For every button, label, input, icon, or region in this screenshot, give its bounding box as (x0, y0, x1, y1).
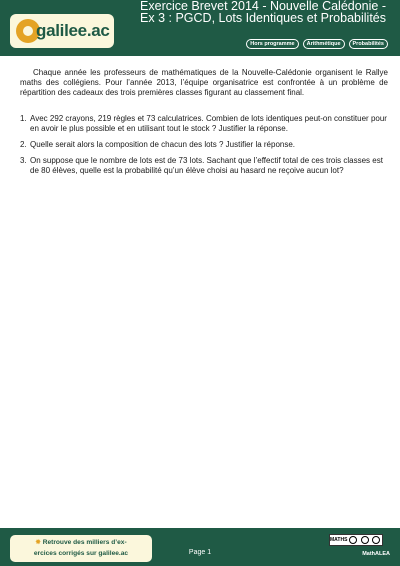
intro-paragraph: Chaque année les professeurs de mathématiques de la Nouvelle-Calédonie organisent le Rallye maths des collégiens. Pour l’année 2013, l’équipe organisatrice est confrontée à un problème de répartition des cadeaux des trois premières classes figurant au classement final. (20, 68, 388, 98)
question-text: Avec 292 crayons, 219 règles et 73 calculatrices. Combien de lots identiques peut-on constituer pour en avoir le plus possible et en utilisant tout le stock ? Justifier la réponse. (30, 113, 387, 133)
question-item (20, 114, 388, 134)
footer-banner (0, 528, 400, 566)
mathalea-brand: MathALEA (362, 551, 390, 557)
tag-probabilites[interactable]: Probabilités (349, 39, 388, 49)
cc-sa-icon (370, 535, 382, 545)
logo-text: galilee.ac (36, 21, 110, 40)
tag-arithmetique[interactable]: Arithmétique (303, 39, 345, 49)
exercise-content (20, 68, 388, 183)
question-item (20, 156, 388, 176)
question-text: On suppose que le nombre de lots est de 73 lots. Sachant que l’effectif total de ces trois classes est de 80 élèves, quelle est la probabilité qu’un élève choisi au hasard ne reçoive aucun lot? (30, 156, 383, 176)
license-text: MATHS (330, 537, 348, 543)
promo-line-2: ercices corrigés sur galilee.ac (33, 550, 129, 557)
exercise-title: Exercice Brevet 2014 - Nouvelle Calédonie - Ex 3 : PGCD, Lots Identiques et Probabilités (140, 0, 386, 25)
star-icon: ✸ (35, 539, 41, 546)
tag-list (246, 39, 388, 49)
header-banner (0, 0, 400, 56)
question-item (20, 140, 388, 150)
license-badge[interactable] (329, 534, 383, 546)
question-text: Quelle serait alors la composition de chacun des lots ? Justifier la réponse. (30, 140, 296, 150)
question-list (20, 114, 388, 177)
page-number: Page 1 (188, 549, 212, 556)
cc-by-icon (347, 535, 359, 545)
question-number: 2. (20, 140, 27, 150)
tag-hors-programme[interactable]: Hors programme (246, 39, 298, 49)
question-number: 3. (20, 156, 27, 166)
cc-nc-icon (359, 535, 371, 545)
galilee-logo[interactable] (10, 14, 114, 48)
question-number: 1. (20, 113, 27, 123)
promo-line-1: Retrouve des milliers d’ex- (42, 539, 127, 546)
